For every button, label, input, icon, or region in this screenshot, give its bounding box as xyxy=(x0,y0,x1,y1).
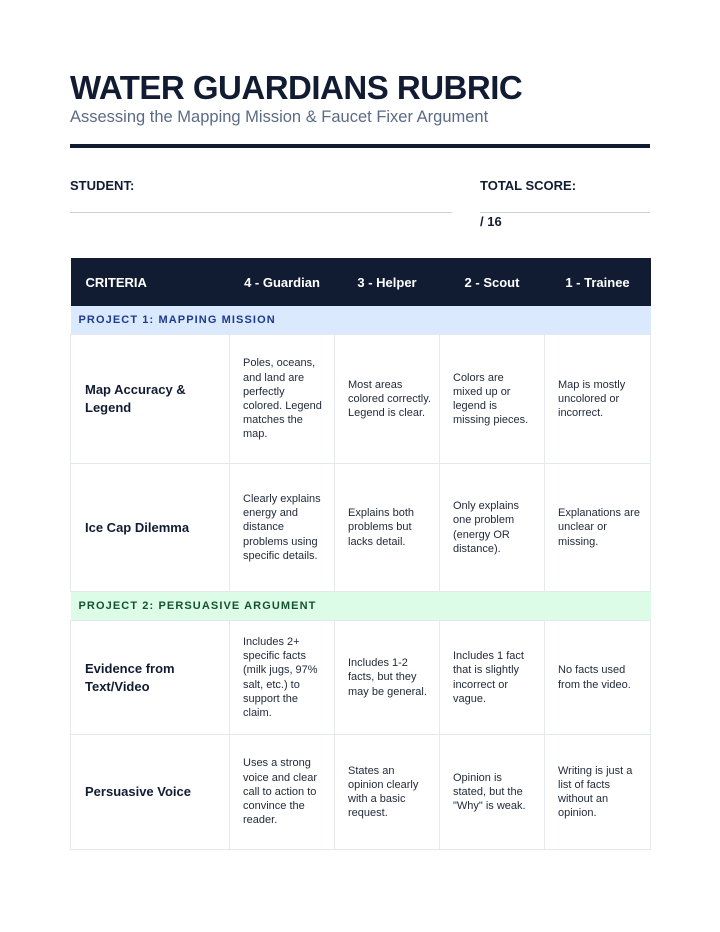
table-header-row xyxy=(71,258,651,306)
rubric-cell: Writing is just a list of facts without an opinion. xyxy=(545,735,651,850)
header-trainee: 1 - Trainee xyxy=(545,258,651,306)
rubric-cell: States an opinion clearly with a basic request. xyxy=(335,735,440,850)
header-helper: 3 - Helper xyxy=(335,258,440,306)
page-title: WATER GUARDIANS RUBRIC xyxy=(70,69,523,106)
criterion-label: Map Accuracy & Legend xyxy=(71,335,230,464)
table-row xyxy=(71,735,651,850)
section-row-project-2 xyxy=(71,592,651,621)
table-row xyxy=(71,335,651,464)
rubric-cell: Poles, oceans, and land are perfectly colored. Legend matches the map. xyxy=(230,335,335,464)
section-row-project-1 xyxy=(71,306,651,335)
table-row xyxy=(71,464,651,592)
rubric-cell: No facts used from the video. xyxy=(545,621,651,735)
table-row xyxy=(71,621,651,735)
rubric-cell: Uses a strong voice and clear call to action to convince the reader. xyxy=(230,735,335,850)
header-scout: 2 - Scout xyxy=(440,258,545,306)
student-name-line[interactable] xyxy=(70,212,452,213)
rubric-cell: Includes 1-2 facts, but they may be general. xyxy=(335,621,440,735)
rubric-cell: Includes 1 fact that is slightly incorrect or vague. xyxy=(440,621,545,735)
student-label: STUDENT: xyxy=(70,178,135,193)
rubric-table xyxy=(70,258,651,850)
total-score-max: / 16 xyxy=(480,214,502,229)
header-guardian: 4 - Guardian xyxy=(230,258,335,306)
rubric-cell: Most areas colored correctly. Legend is clear. xyxy=(335,335,440,464)
rubric-cell: Includes 2+ specific facts (milk jugs, 97% salt, etc.) to support the claim. xyxy=(230,621,335,735)
rubric-cell: Clearly explains energy and distance problems using specific details. xyxy=(230,464,335,592)
total-score-label: TOTAL SCORE: xyxy=(480,178,577,193)
criterion-label: Evidence from Text/Video xyxy=(71,621,230,735)
rubric-cell: Map is mostly uncolored or incorrect. xyxy=(545,335,651,464)
rubric-cell: Explains both problems but lacks detail. xyxy=(335,464,440,592)
section-title: PROJECT 2: PERSUASIVE ARGUMENT xyxy=(71,592,651,621)
rubric-cell: Colors are mixed up or legend is missing pieces. xyxy=(440,335,545,464)
title-divider xyxy=(70,144,650,148)
section-title: PROJECT 1: MAPPING MISSION xyxy=(71,306,651,335)
page-subtitle: Assessing the Mapping Mission & Faucet Fixer Argument xyxy=(70,108,489,126)
total-score-line[interactable] xyxy=(480,212,650,213)
rubric-cell: Opinion is stated, but the "Why" is weak. xyxy=(440,735,545,850)
criterion-label: Persuasive Voice xyxy=(71,735,230,850)
header-criteria: CRITERIA xyxy=(71,258,230,306)
criterion-label: Ice Cap Dilemma xyxy=(71,464,230,592)
rubric-cell: Explanations are unclear or missing. xyxy=(545,464,651,592)
rubric-cell: Only explains one problem (energy OR distance). xyxy=(440,464,545,592)
